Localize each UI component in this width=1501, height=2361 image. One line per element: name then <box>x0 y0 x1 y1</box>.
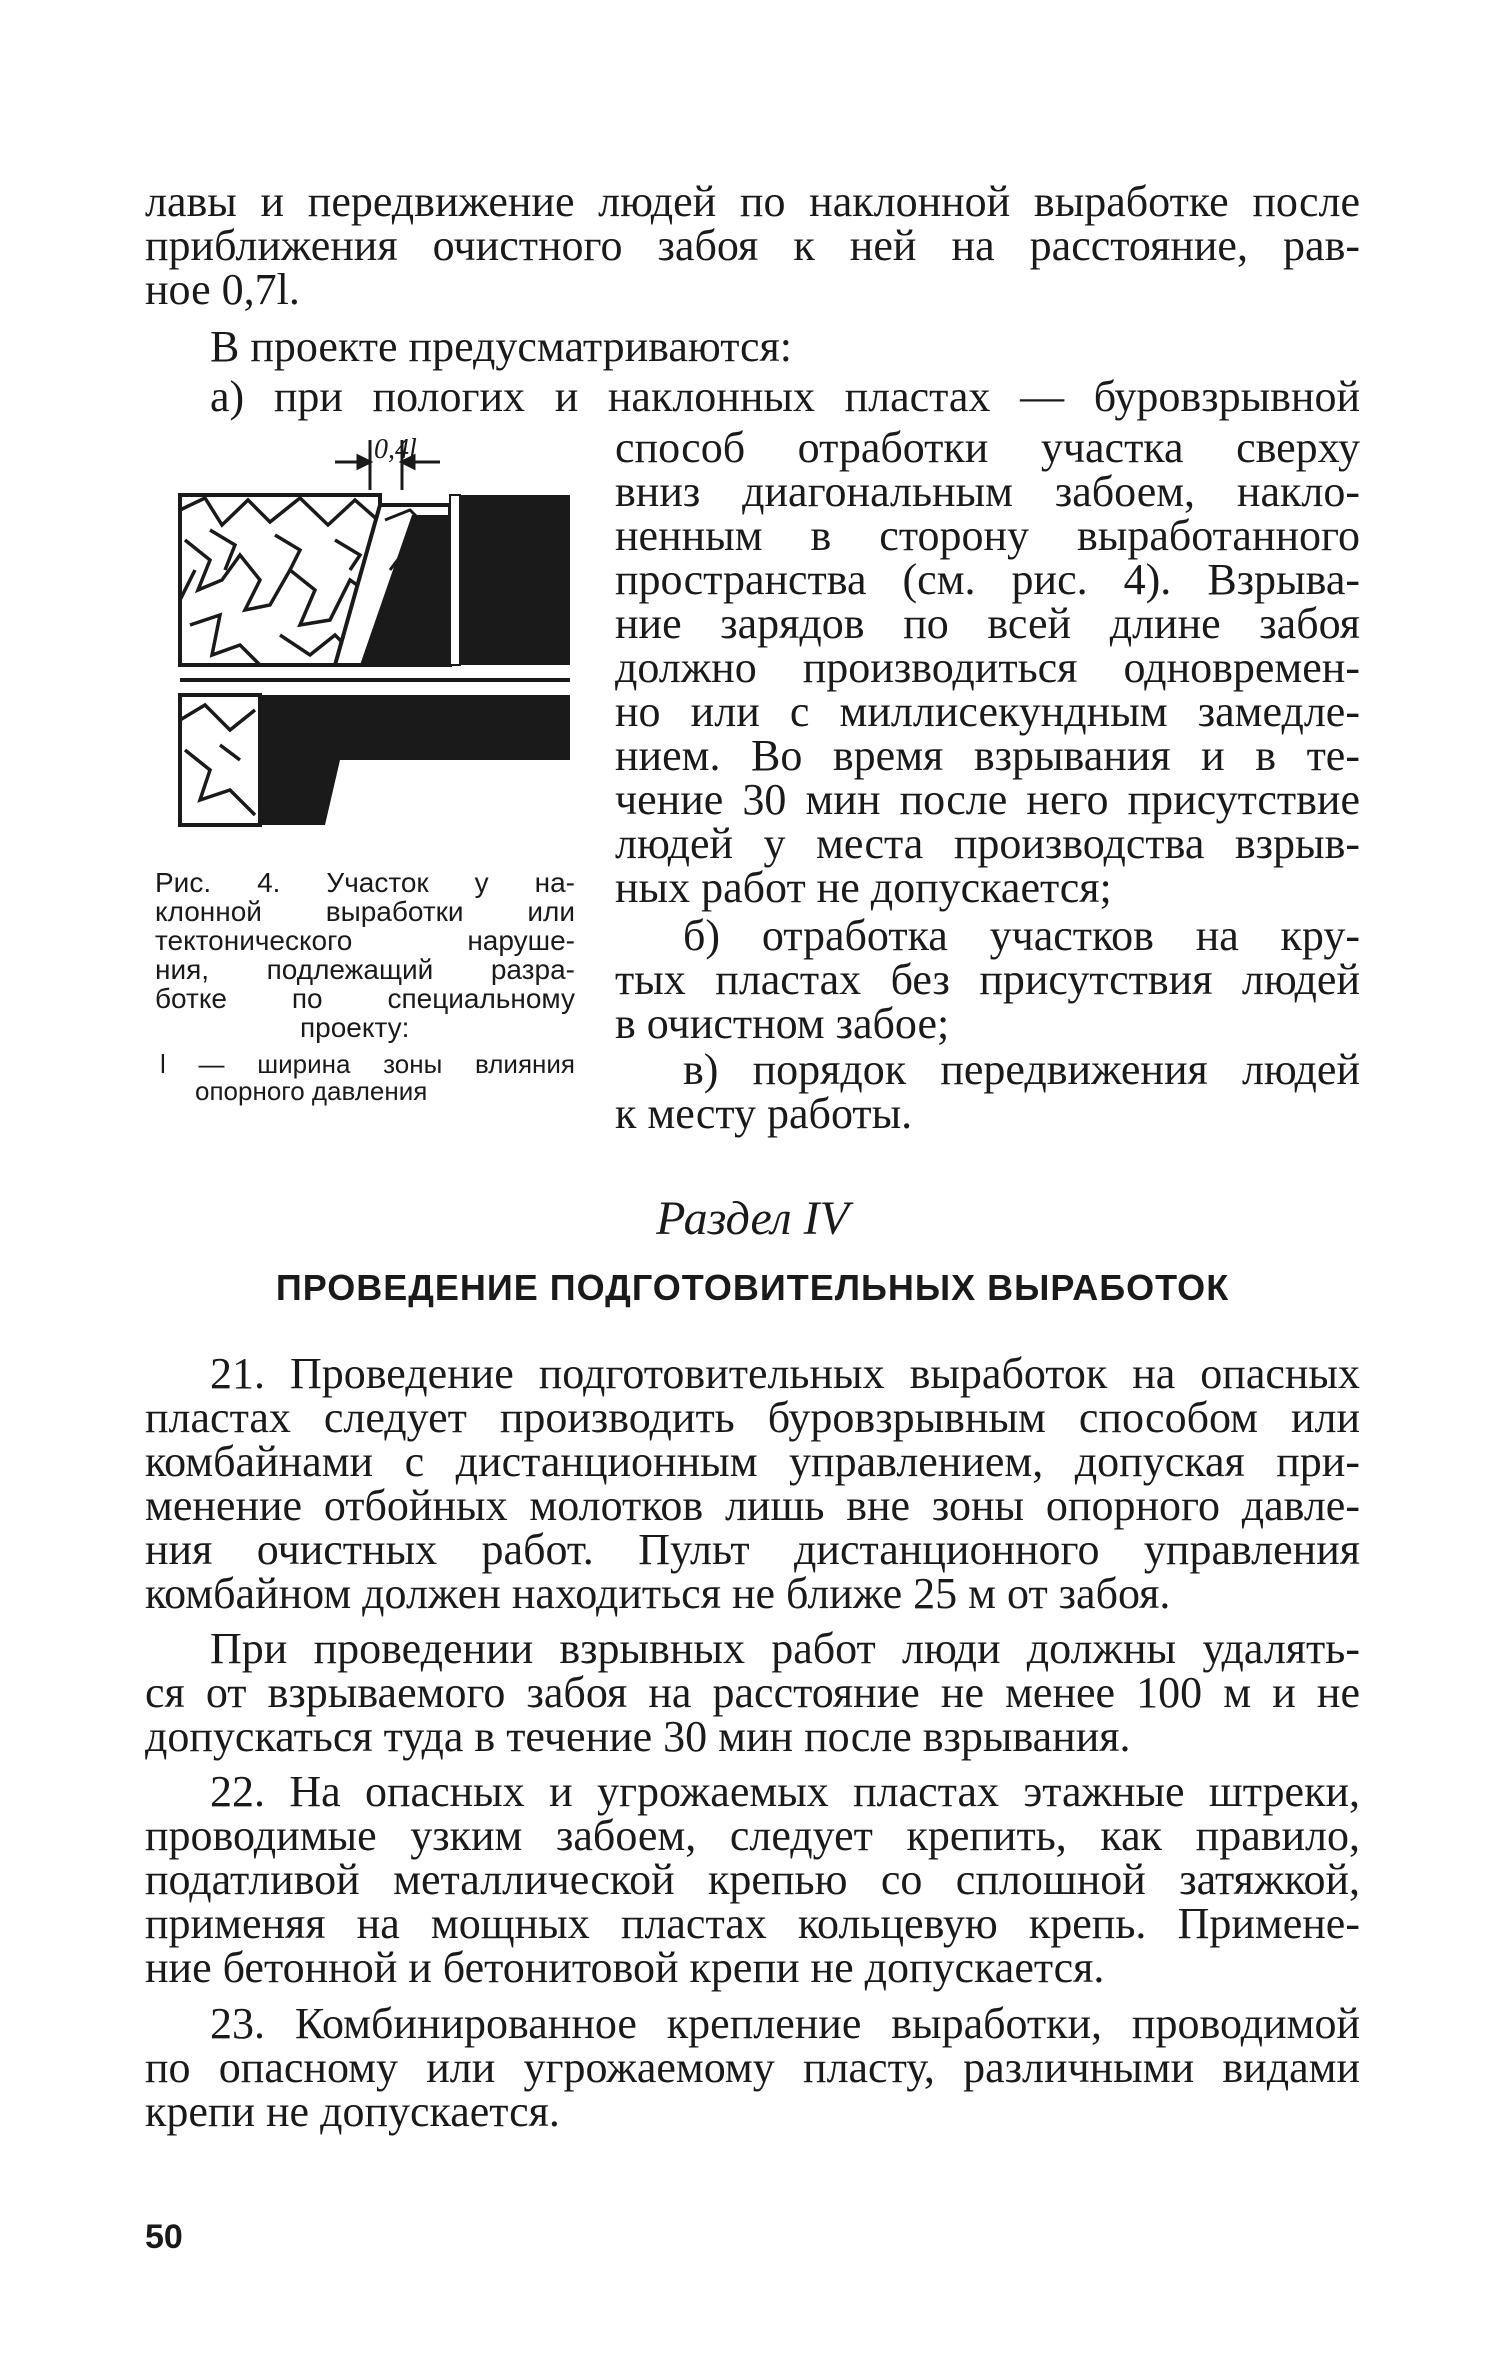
item-a-line: ненным в сторону выработанного <box>615 511 1360 560</box>
intro-line-3: ное 0,7l. <box>145 265 300 314</box>
item-a-line: ние зарядов по всей длине забоя <box>615 599 1360 648</box>
item-c-line: к месту работы. <box>615 1089 913 1138</box>
figure-caption-line: клонной выработки или <box>155 896 575 927</box>
para-23-line: крепи не допускается. <box>145 2087 560 2136</box>
figure-legend-line: опорного давления <box>195 1076 428 1106</box>
para-21-line: комбайнами с дистанционным управлением, допуская при- <box>145 1437 1360 1486</box>
section-title: Раздел IV <box>656 1192 849 1245</box>
item-a-line: чение 30 мин после него присутствие <box>615 775 1360 824</box>
para-21-line: ния очистных работ. Пульт дистанционного управления <box>145 1525 1360 1574</box>
para-21-line: пластах следует производить буровзрывным способом или <box>145 1393 1360 1442</box>
item-a-line: способ отработки участка сверху <box>615 423 1360 472</box>
item-b-line: б) отработка участков на кру- <box>683 911 1360 960</box>
para-21-line: менение отбойных молотков лишь вне зоны опорного давле- <box>145 1481 1360 1530</box>
para-blast-line: допускаться туда в течение 30 мин после взрывания. <box>145 1712 1131 1761</box>
para-22-line: податливой металлической крепью со сплошной затяжкой, <box>145 1855 1360 1904</box>
figure-caption-line: тектонического наруше- <box>155 925 575 956</box>
item-a-line: ных работ не допускается; <box>615 863 1112 912</box>
figure-caption-line: Рис. 4. Участок у на- <box>155 867 575 898</box>
figure-caption-line: ния, подлежащий разра- <box>155 954 575 985</box>
para-23-line: по опасному или угрожаемому пласту, различными видами <box>145 2043 1360 2092</box>
mine-section-figure <box>150 430 580 830</box>
para-21-line: комбайном должен находиться не ближе 25 м от забоя. <box>145 1569 1171 1618</box>
figure-caption-line: проекту: <box>300 1012 410 1043</box>
item-a-line: но или с миллисекундным замедле- <box>615 687 1360 736</box>
para-blast-line: При проведении взрывных работ люди должны удалять- <box>210 1624 1360 1673</box>
para-22-line: проводимые узким забоем, следует крепить, как правило, <box>145 1811 1360 1860</box>
section-heading: ПРОВЕДЕНИЕ ПОДГОТОВИТЕЛЬНЫХ ВЫРАБОТОК <box>275 1267 1230 1308</box>
item-a-line: людей у места производства взрыв- <box>615 819 1360 868</box>
item-a-line: пространства (см. рис. 4). Взрыва- <box>615 555 1360 604</box>
item-a-line: должно производиться одновремен- <box>615 643 1360 692</box>
para-22-line: 22. На опасных и угрожаемых пластах этажные штреки, <box>210 1767 1360 1816</box>
para-22-line: ние бетонной и бетонитовой крепи не допускается. <box>145 1943 1105 1992</box>
figure-caption-line: ботке по специальному <box>155 983 575 1014</box>
item-b-line: в очистном забое; <box>615 999 950 1048</box>
page-number: 50 <box>145 2218 183 2256</box>
para-22-line: применяя на мощных пластах кольцевую крепь. Примене- <box>145 1899 1360 1948</box>
item-a-first-line: а) при пологих и наклонных пластах — буровзрывной <box>210 372 1360 421</box>
item-c-line: в) порядок передвижения людей <box>683 1045 1360 1094</box>
item-b-line: тых пластах без присутствия людей <box>615 955 1360 1004</box>
intro-line-1: лавы и передвижение людей по наклонной выработке после <box>145 177 1360 226</box>
provides-heading: В проекте предусматриваются: <box>210 322 792 371</box>
item-a-line: нием. Во время взрывания и в те- <box>615 731 1360 780</box>
para-21-line: 21. Проведение подготовительных выработок на опасных <box>210 1349 1360 1398</box>
para-23-line: 23. Комбинированное крепление выработки, проводимой <box>210 1999 1360 2048</box>
para-blast-line: ся от взрываемого забоя на расстояние не менее 100 м и не <box>145 1668 1360 1717</box>
intro-line-2: приближения очистного забоя к ней на расстояние, рав- <box>145 221 1360 270</box>
item-a-line: вниз диагональным забоем, накло- <box>615 467 1360 516</box>
dimension-label: 0,4l <box>374 434 417 465</box>
figure-legend-line: l — ширина зоны влияния <box>160 1049 575 1079</box>
